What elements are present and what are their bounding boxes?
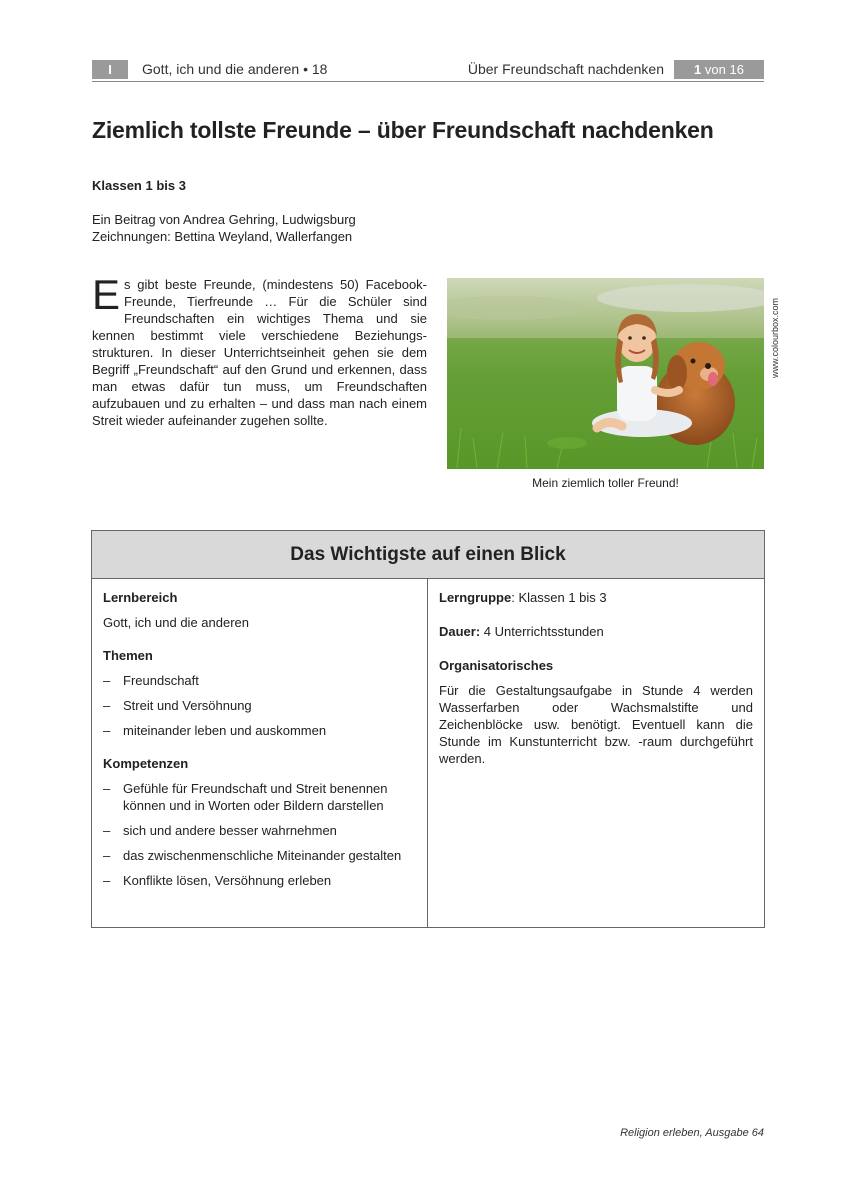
dauer-line: [439, 623, 753, 640]
dauer-value: 4 Unterrichtsstunden: [480, 624, 604, 639]
list-item: – Konflikte lösen, Versöhnung erleben: [103, 872, 416, 889]
themen-list: [103, 672, 416, 739]
list-item: – Gefühle für Freundschaft und Streit benennen können und in Worten oder Bildern darstellen: [103, 780, 416, 814]
overview-box: [91, 530, 765, 928]
illustrator-line: Zeichnungen: Bettina Weyland, Wallerfangen: [92, 229, 353, 244]
lerngruppe-label: Lerngruppe: [439, 590, 512, 605]
list-item: – Freundschaft: [103, 672, 416, 689]
list-item: – das zwischenmenschliche Miteinander gestalten: [103, 847, 416, 864]
page-current: 1: [694, 62, 702, 77]
lerngruppe-value: : Klassen 1 bis 3: [511, 590, 607, 605]
girl-with-dog-photo: [447, 278, 764, 469]
series-title: Gott, ich und die anderen • 18: [142, 61, 328, 77]
dauer-label: Dauer:: [439, 624, 481, 639]
grade-level: Klassen 1 bis 3: [92, 178, 186, 193]
overview-heading: Das Wichtigste auf einen Blick: [92, 531, 764, 579]
lernbereich-text: Gott, ich und die anderen: [103, 615, 249, 630]
photo-caption: Mein ziemlich toller Freund!: [532, 476, 679, 490]
themen-title: Themen: [103, 648, 153, 663]
chapter-number-badge: I: [92, 60, 128, 79]
overview-left-column: [92, 579, 428, 927]
author-line: Ein Beitrag von Andrea Gehring, Ludwigsburg: [92, 212, 356, 227]
list-item: – Streit und Versöhnung: [103, 697, 416, 714]
page-title: Ziemlich tollste Freunde – über Freundschaft nachdenken: [92, 117, 714, 143]
photo-credit: www.colourbox.com: [770, 297, 780, 378]
page-indicator: [674, 60, 764, 79]
drop-cap: E: [92, 271, 121, 318]
kompetenzen-list: [103, 780, 416, 889]
intro-text: s gibt beste Freunde, (mindestens 50) Facebook-Freunde, Tierfreunde … Für die Schüler sind Freundschaften ein wichtiges Thema und sie kennen bestimmt viele verschiedene Beziehungsstrukturen. In dieser Unterrichtseinheit gehen sie dem Begriff „Freundschaft“ auf den Grund und erkennen, dass man etwas dafür tun muss, um Freundschaften aufzubauen und zu erhalten – und dass man nach einem Streit wieder aufeinander zugehen sollte.: [92, 277, 427, 428]
overview-right-column: [428, 579, 764, 927]
organisatorisches-title: Organisatorisches: [439, 658, 554, 673]
lernbereich-title: Lernbereich: [103, 590, 178, 605]
page-total: von 16: [704, 62, 744, 77]
intro-paragraph: [92, 271, 427, 429]
page-footer: Religion erleben, Ausgabe 64: [620, 1127, 764, 1139]
list-item: – miteinander leben und auskommen: [103, 722, 416, 739]
list-item: – sich und andere besser wahrnehmen: [103, 822, 416, 839]
lerngruppe-line: [439, 589, 753, 606]
author-info: [92, 211, 356, 245]
organisatorisches-text: Für die Gestaltungsaufgabe in Stunde 4 werden Wasserfarben oder Wachsmalstifte und Zeichenblöcke usw. benötigt. Eventuell kann die Stunde im Kunstunterricht bzw. -raum durchgeführt werden.: [439, 683, 753, 766]
page-header: [92, 59, 764, 82]
kompetenzen-title: Kompetenzen: [103, 756, 189, 771]
topic-title: Über Freundschaft nachdenken: [467, 61, 664, 77]
